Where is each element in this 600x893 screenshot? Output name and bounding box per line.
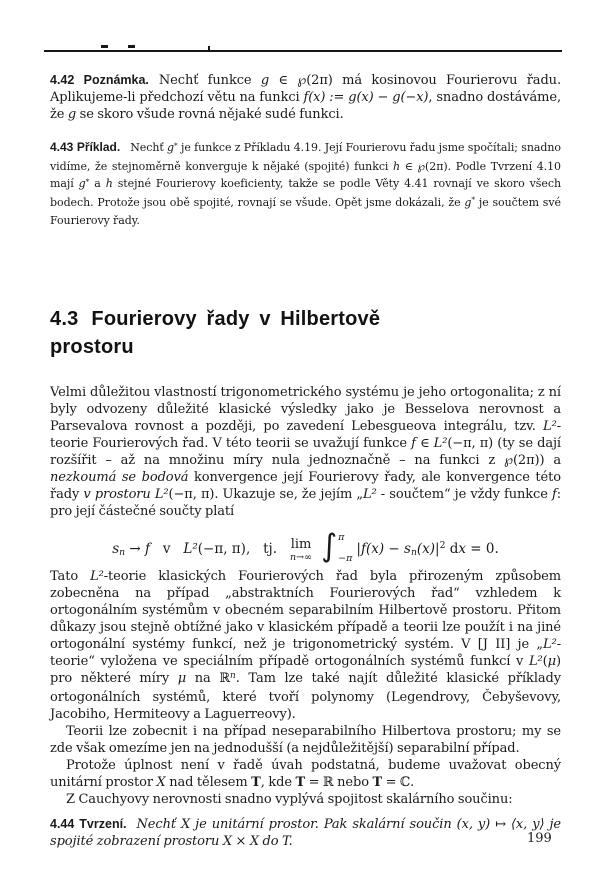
proposition-label: 4.44 Tvrzení.: [50, 816, 127, 831]
generalization-paragraph: Tato L²-teorie klasických Fourierových řad byla přirozeným způsobem zobecněna na případ „abstraktních Fourierových řad“ vzhledem k ortogonálním systémům v obecném separabilním Hilbertově prostoru. Přitom důkazy jsou stejně obtížné jako v klasickém případě a teorii lze použít i na jiné ortogonální systémy funkcí, než je trigonometrický systém. V [J II] je „L²-teorie“ vyložena ve speciálním případě ortogonálních systémů funkcí v L²(μ) pro některé míry μ na ℝ$^n$. Tam lze také najít důležité klasické příklady ortogonálních systémů, které tvoří polynomy (Legendrovy, Čebyševovy, Jacobiho, Hermiteovy a Laguerreovy).: [50, 568, 562, 722]
display-formula: [50, 528, 561, 568]
section-heading-line1: [50, 305, 561, 333]
limit-subscript: n→∞: [290, 552, 313, 564]
unitary-space-paragraph: Protože úplnost není v řadě úvah podstatná, budeme uvažovat obecný unitární prostor X nad tělesem T, kde T = ℝ nebo T = ℂ.: [50, 757, 561, 790]
proposition-paragraph: [50, 816, 561, 851]
example-paragraph: [50, 139, 561, 230]
intro-paragraph: Velmi důležitou vlastností trigonometrického systému je jeho ortogonalita; z ní byly odvozeny důležité klasické výsledky jako je Besselova nerovnost a Parsevalova rovnost a později, po zavedení Lebesgueova integrálu, tzv. L²-teorie Fourierových řad. V této teorii se uvažují funkce f ∈ L²(−π, π) (ty se dají rozšířit – až na množinu míry nula jednoznačně – na funkci z ℘(2π)) a nezkoumá se bodová konvergence její Fourierovy řady, ale konvergence této řady v prostoru L²(−π, π). Ukazuje se, že jejím „L² - součtem“ je vždy funkce f: pro její částečné součty platí: [50, 384, 561, 519]
remark-paragraph: [50, 72, 561, 123]
running-head-remnant: [128, 45, 135, 48]
remark-label: 4.42 Poznámka.: [50, 73, 149, 87]
integral: [321, 528, 356, 564]
proposition-body: Nechť X je unitární prostor. Pak skalární součin (x, y) ↦ ⟨x, y⟩ je spojité zobrazení prostoru X × X do T.: [50, 816, 561, 849]
formula-lhs: sn → f v L²(−π, π), tj.: [112, 540, 278, 559]
section-heading: [50, 301, 561, 361]
integral-lower-bound: −π: [338, 552, 353, 564]
running-head-remnant: [101, 45, 108, 48]
example-label: 4.43 Příklad.: [50, 140, 121, 154]
remark-body: Nechť funkce g ∈ ℘(2π) má kosinovou Fourierovu řadu. Aplikujeme-li předchozí větu na funkci f(x) := g(x) − g(−x), snadno dostáváme, že g se skoro všude rovná nějaké sudé funkci.: [50, 73, 562, 122]
limit-operator: [290, 538, 312, 563]
integral-upper-bound: π: [338, 531, 345, 543]
section-number: 4.3: [50, 307, 79, 330]
formula-integrand: $|f(x) - sn(x)|^2$ dx = 0.: [356, 540, 499, 559]
integral-sign: ∫: [321, 528, 338, 564]
section-title-line2: prostoru: [50, 335, 134, 358]
text-column: [50, 72, 561, 851]
running-head-rule: [44, 50, 562, 52]
page-number: 199: [527, 831, 552, 846]
section-title-line1: Fourierovy řady v Hilbertově: [91, 307, 381, 330]
limit-label: lim: [290, 537, 312, 553]
running-head-remnant: [208, 46, 210, 50]
cauchy-paragraph: Z Cauchyovy nerovnosti snadno vyplývá spojitost skalárního součinu:: [66, 791, 513, 807]
integral-bounds: [338, 532, 352, 564]
nonseparable-paragraph: Teorii lze zobecnit i na případ neseparabilního Hilbertova prostoru; my se zde však omezíme jen na jednodušší (a nejdůležitější) separabilní případ.: [50, 723, 561, 756]
example-body: Nechť g* je funkce z Příkladu 4.19. Její Fourierovu řadu jsme spočítali; snadno vidíme, že stejnoměrně konverguje k nějaké (spojité) funkci h ∈ ℘(2π). Podle Tvrzení 4.10 mají g* a h stejné Fourierovy koeficienty, takže se podle Věty 4.41 rovnají ve skoro všech bodech. Protože jsou obě spojité, rovnají se všude. Opět jsme dokázali, že g* je součtem své Fourierovy řady.: [50, 140, 562, 227]
